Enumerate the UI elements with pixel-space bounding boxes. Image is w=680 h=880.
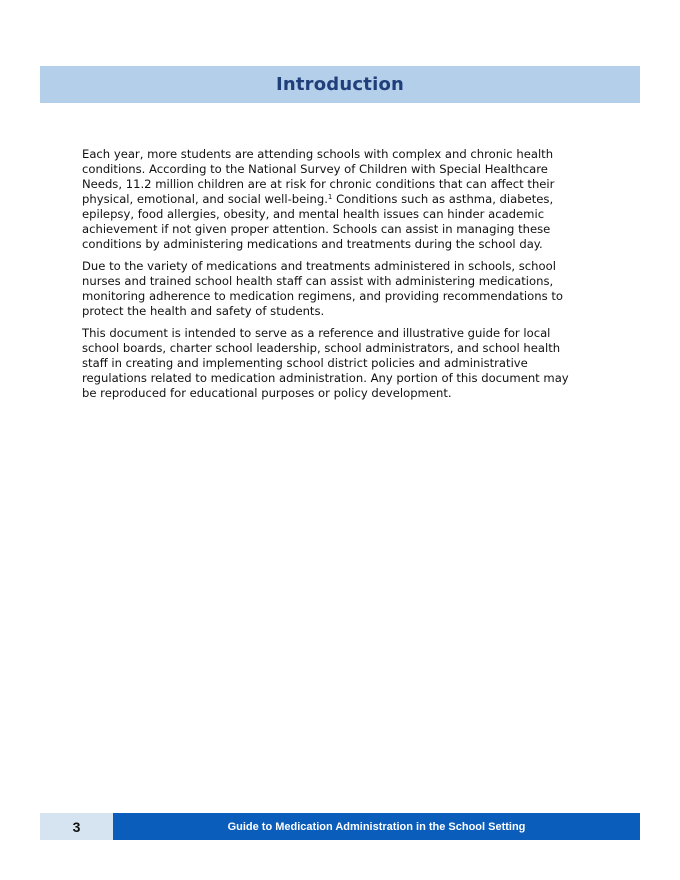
paragraph-1 xyxy=(82,147,582,252)
paragraph-1-text-b: Conditions such as asthma, diabetes, epilepsy, food allergies, obesity, and mental health issues can hinder academic achievement if not given proper attention. Schools can assist in managing these conditions by administering medications and treatments during the school day. xyxy=(82,192,554,251)
paragraph-1-text-a: Each year, more students are attending schools with complex and chronic health conditions. According to the National Survey of Children with Special Healthcare Needs, 11.2 million children are at risk for chronic conditions that can affect their physical, emotional, and social well-being. xyxy=(82,147,555,206)
page-number: 3 xyxy=(40,813,113,840)
paragraph-3: This document is intended to serve as a reference and illustrative guide for local school boards, charter school leadership, school administrators, and school health staff in creating and implementing school district policies and administrative regulations related to medication administration. Any portion of this document may be reproduced for educational purposes or policy development. xyxy=(82,326,569,400)
paragraph-2: Due to the variety of medications and treatments administered in schools, school nurses and trained school health staff can assist with administering medications, monitoring adherence to medication regimens, and providing recommendations to protect the health and safety of students. xyxy=(82,259,563,318)
document-body xyxy=(82,147,582,408)
footer-document-title: Guide to Medication Administration in the School Setting xyxy=(113,813,640,840)
section-title: Introduction xyxy=(275,74,405,95)
footnote-reference[interactable]: 1 xyxy=(327,193,333,201)
page-footer xyxy=(40,813,640,840)
section-title-band xyxy=(40,66,640,103)
